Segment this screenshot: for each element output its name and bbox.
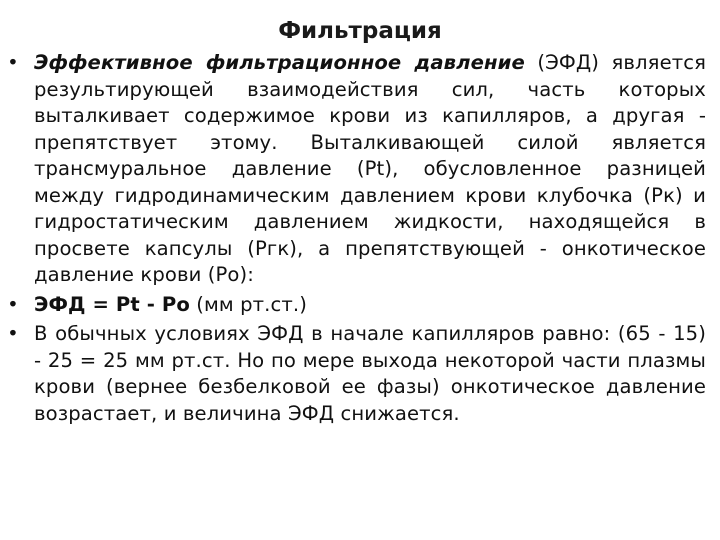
bullet-dot-icon: •: [7, 322, 19, 345]
bullet-item-normal-conditions: [7, 321, 706, 427]
bullet-paragraph: [34, 292, 706, 319]
bullet-paragraph: В обычных условиях ЭФД в начале капилляров равно: (65 - 15) - 25 = 25 мм рт.ст. Но по мере выхода некоторой части плазмы крови (вернее безбелковой ее фазы) онкотическое давление возрастает, и величина ЭФД снижается.: [34, 322, 706, 425]
bullet-dot-icon: •: [7, 51, 19, 74]
bullet-item-efd-formula: [7, 292, 706, 319]
bullet-text: (ЭФД) является результирующей взаимодействия сил, часть которых выталкивает содержимое крови из капилляров, а другая - препятствует этому. Выталкивающей силой является трансмуральное давление (Pt), обусловленное разницей между гидродинамическим давлением крови клубочка (Рк) и гидростатическим давлением жидкости, находящейся в просвете капсулы (Ргк), а препятствующей - онкотическое давление крови (Ро):: [34, 51, 706, 286]
bullet-term: Эффективное фильтрационное давление: [34, 51, 525, 74]
efd-formula: ЭФД = Pt - Ро: [34, 292, 190, 316]
bullet-paragraph: [34, 50, 706, 289]
bullet-dot-icon: •: [7, 292, 19, 316]
slide-title: Фильтрация: [278, 18, 442, 44]
slide-content: [7, 50, 706, 430]
bullet-item-efd-definition: [7, 50, 706, 289]
formula-unit: (мм рт.ст.): [189, 292, 307, 316]
